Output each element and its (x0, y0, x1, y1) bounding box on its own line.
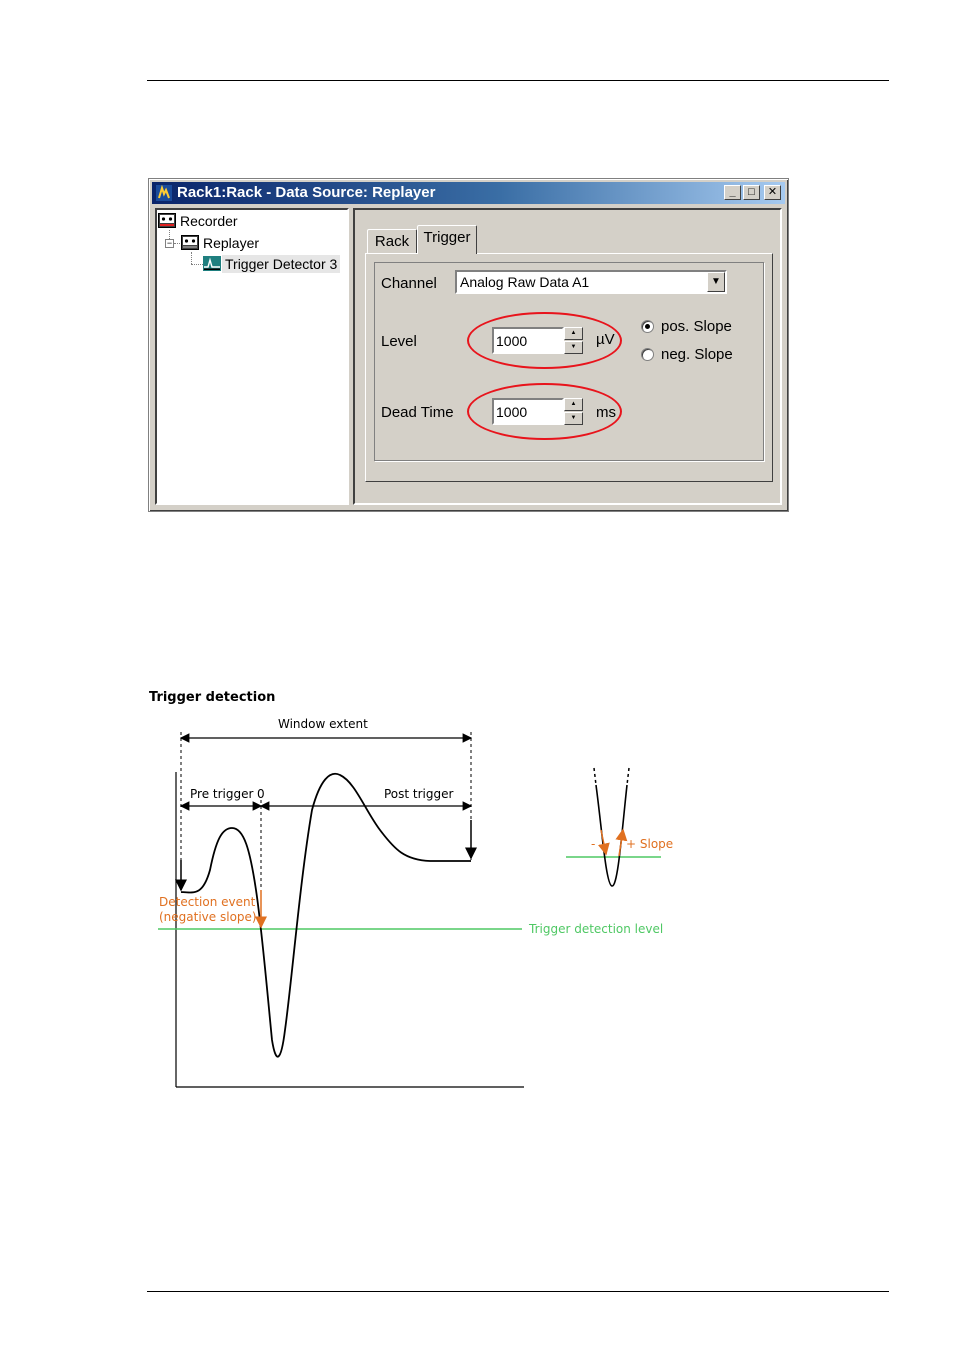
dead-time-label: Dead Time (381, 404, 454, 421)
detection-event-sublabel: (negative slope) (159, 910, 257, 924)
pre-trigger-label: Pre trigger (190, 787, 254, 801)
tree-item-label: Recorder (180, 213, 238, 229)
slope-inset-dashed-right (627, 768, 629, 785)
window-title: Rack1:Rack - Data Source: Replayer (177, 184, 436, 201)
chevron-down-icon[interactable]: ▼ (707, 272, 725, 292)
tree-item-label: Replayer (203, 235, 260, 251)
window-extent-label: Window extent (278, 717, 368, 731)
level-label: Level (381, 333, 417, 350)
level-spin-up-button[interactable]: ▲ (564, 327, 583, 340)
close-button[interactable]: ✕ (764, 185, 781, 200)
post-trigger-label: Post trigger (384, 787, 454, 801)
slope-inset-dashed-left (594, 768, 596, 785)
footer-rule (147, 1291, 889, 1292)
neg-slope-label[interactable]: neg. Slope (661, 346, 733, 363)
minus-slope-label: - (591, 837, 596, 851)
tab-trigger[interactable]: Trigger (417, 225, 477, 254)
channel-label: Channel (381, 275, 437, 292)
collapse-icon[interactable]: − (166, 238, 173, 248)
tab-rack[interactable]: Rack (367, 229, 417, 253)
detection-event-label: Detection event (159, 895, 256, 909)
level-spin-down-button[interactable]: ▼ (564, 341, 583, 354)
maximize-button[interactable]: □ (743, 185, 760, 200)
channel-select-value: Analog Raw Data A1 (460, 274, 590, 290)
diagram-title: Trigger detection (149, 690, 276, 705)
tree-item-label: Trigger Detector 3 (222, 255, 340, 273)
level-unit: µV (596, 331, 615, 348)
pos-slope-label[interactable]: pos. Slope (661, 318, 732, 335)
dead-time-spin-up-button[interactable]: ▲ (564, 398, 583, 411)
positive-slope-arrow (619, 830, 623, 856)
dead-time-spin-down-button[interactable]: ▼ (564, 412, 583, 425)
trigger-level-label: Trigger detection level (529, 922, 664, 936)
trigger-zero-label: 0 (257, 787, 265, 801)
plus-slope-label: + Slope (626, 837, 674, 851)
dead-time-unit: ms (596, 404, 616, 421)
minimize-button[interactable]: _ (724, 185, 741, 200)
